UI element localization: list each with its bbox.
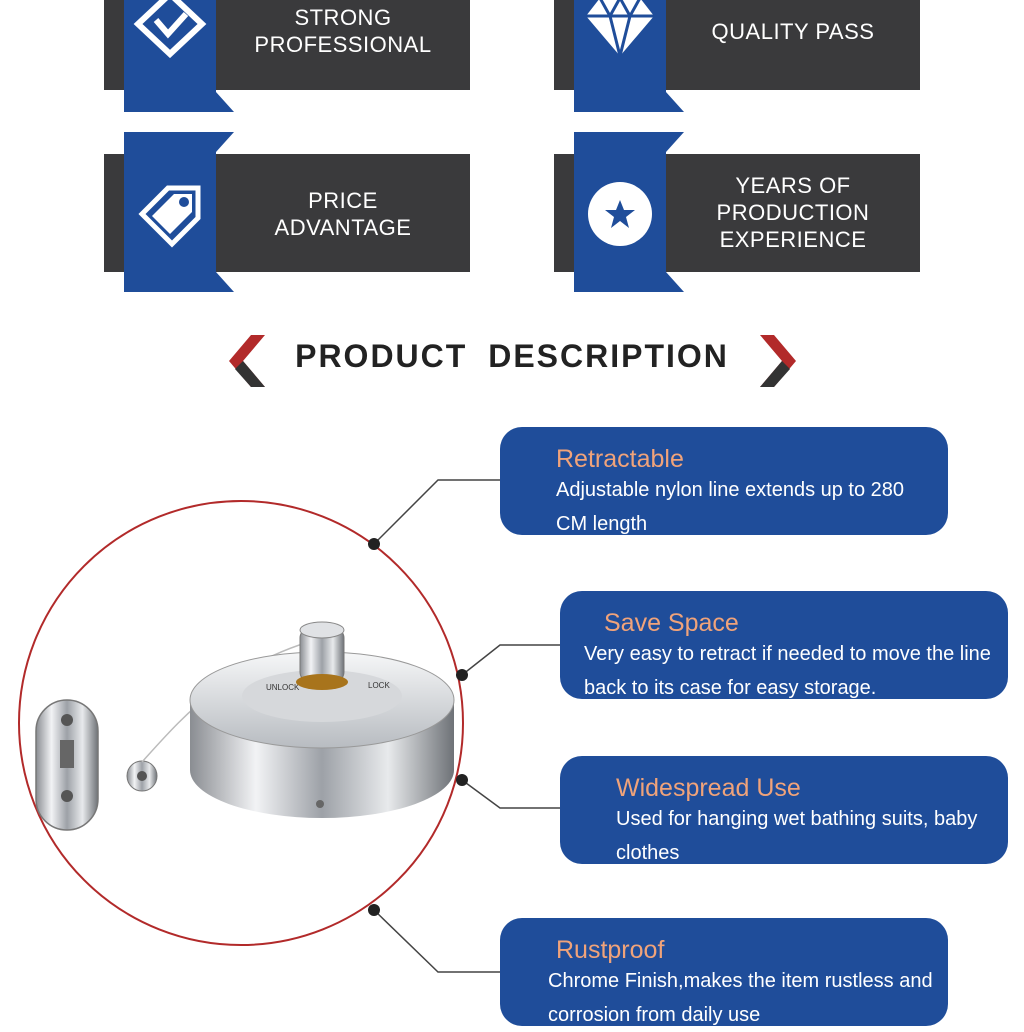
callout-title: Retractable bbox=[556, 445, 684, 473]
feature-line: YEARS OF bbox=[735, 173, 851, 198]
feature-line: PRODUCTION bbox=[716, 200, 870, 225]
connector-dot bbox=[368, 538, 380, 550]
section-title: PRODUCT DESCRIPTION bbox=[295, 338, 729, 374]
feature-line: ADVANTAGE bbox=[274, 215, 412, 240]
clothesline-reel-image bbox=[30, 600, 460, 840]
feature-line: PROFESSIONAL bbox=[254, 32, 432, 57]
callout-save-space bbox=[560, 591, 1008, 699]
feature-line: PRICE bbox=[308, 188, 378, 213]
feature-line: EXPERIENCE bbox=[719, 227, 867, 252]
lock-label: LOCK bbox=[368, 681, 390, 690]
connector-dot bbox=[368, 904, 380, 916]
callout-title: Save Space bbox=[604, 609, 739, 637]
callout-description: Adjustable nylon line extends up to 280 CM length bbox=[556, 479, 905, 535]
callout-widespread-use bbox=[560, 756, 1008, 864]
unlock-label: UNLOCK bbox=[266, 683, 300, 692]
feature-line: STRONG bbox=[294, 5, 392, 30]
callout-description: Chrome Finish,makes the item rustless and corrosion from daily use bbox=[548, 970, 933, 1026]
feature-line: QUALITY PASS bbox=[711, 19, 875, 44]
callout-rustproof bbox=[500, 918, 948, 1026]
callout-retractable bbox=[500, 427, 948, 535]
callout-description: Very easy to retract if needed to move the line back to its case for easy storage. bbox=[584, 643, 991, 699]
callout-title: Rustproof bbox=[556, 936, 665, 964]
callout-title: Widespread Use bbox=[616, 774, 801, 802]
callout-description: Used for hanging wet bathing suits, baby clothes bbox=[616, 808, 978, 864]
